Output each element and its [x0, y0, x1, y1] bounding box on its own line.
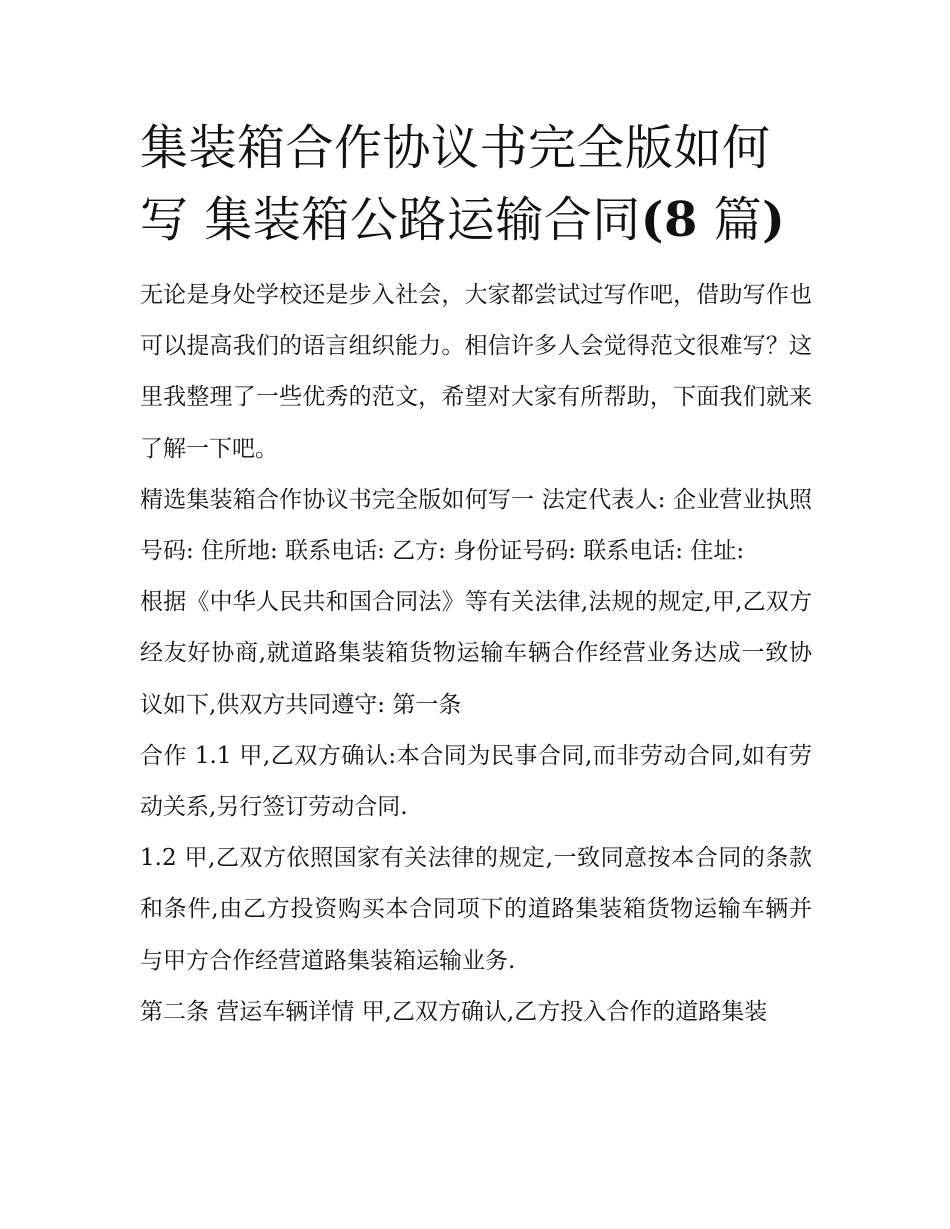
title-text: 集装箱合作协议书完全版如何写 集装箱公路运输合同	[140, 120, 771, 248]
title-count-open: (8	[640, 192, 698, 248]
clause-1-1-paragraph: 合作 1.1 甲,乙双方确认:本合同为民事合同,而非劳动合同,如有劳动关系,另行签订劳动合同.	[140, 742, 812, 821]
document-title	[140, 112, 812, 256]
title-count-unit: 篇	[697, 192, 763, 248]
agreement-basis-paragraph: 根据《中华人民共和国合同法》等有关法律,法规的规定,甲,乙双方经友好协商,就道路集装箱货物运输车辆合作经营业务达成一致协议如下,供双方共同遵守: 第一条	[140, 589, 812, 718]
article-2-paragraph: 第二条 营运车辆详情 甲,乙双方确认,乙方投入合作的道路集装	[140, 998, 768, 1025]
parties-paragraph: 精选集装箱合作协议书完全版如何写一 法定代表人: 企业营业执照号码: 住所地: 联系电话: 乙方: 身份证号码: 联系电话: 住址:	[140, 486, 812, 565]
clause-1-2-paragraph: 1.2 甲,乙双方依照国家有关法律的规定,一致同意按本合同的条款和条件,由乙方投资购买本合同项下的道路集装箱货物运输车辆并与甲方合作经营道路集装箱运输业务.	[140, 845, 812, 974]
intro-paragraph: 无论是身处学校还是步入社会，大家都尝试过写作吧，借助写作也可以提高我们的语言组织能力。相信许多人会觉得范文很难写？这里我整理了一些优秀的范文，希望对大家有所帮助，下面我们就来了解一下吧。	[140, 282, 812, 462]
document-body	[140, 112, 812, 1038]
title-count-close: )	[762, 192, 786, 248]
